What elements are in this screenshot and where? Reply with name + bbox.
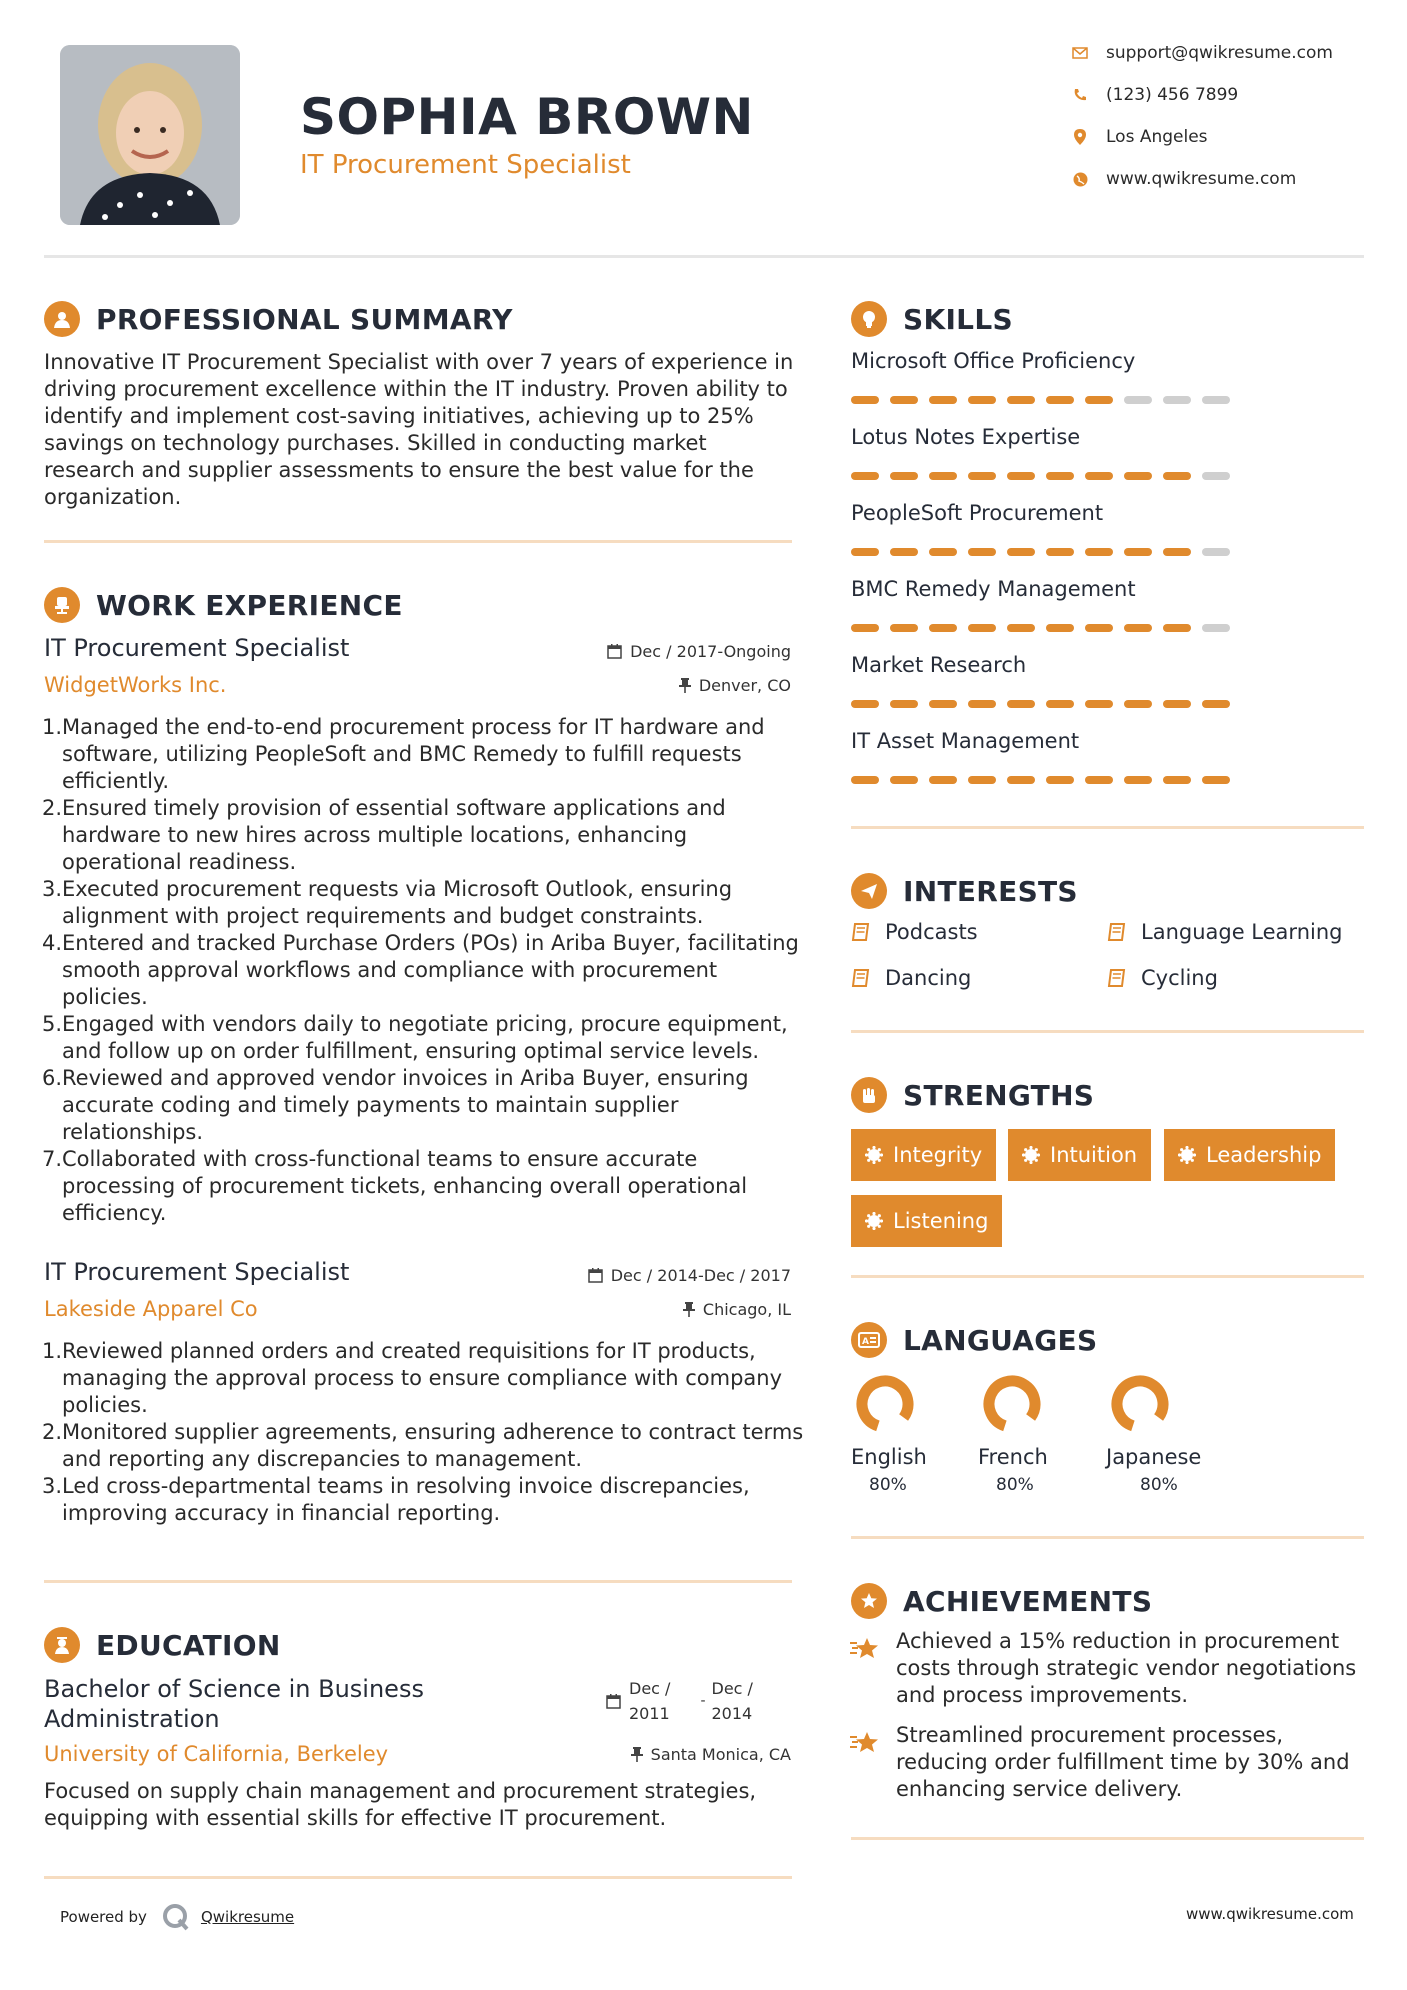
skill-level-segment [1202, 472, 1230, 480]
skill-level-segment [1007, 548, 1035, 556]
skill-name: Microsoft Office Proficiency [851, 349, 1136, 373]
section-divider [851, 1536, 1364, 1539]
education-location: Santa Monica, CA [631, 1745, 791, 1764]
badge-star-icon [1022, 1146, 1040, 1164]
trophy-star-icon [849, 1730, 881, 1760]
interest-item: Cycling [1107, 966, 1218, 990]
phone-icon [1070, 85, 1090, 105]
contact-phone[interactable]: (123) 456 7899 [1070, 85, 1238, 105]
skill-level-segment [968, 396, 996, 404]
skill-level-segment [929, 776, 957, 784]
location-pin-icon [1070, 127, 1090, 147]
skill-level-segment [1007, 396, 1035, 404]
book-icon [851, 922, 871, 942]
list-item: 2. Monitored supplier agreements, ensuring adherence to contract terms and reporting any discrepancies to management. [42, 1420, 804, 1471]
skill-level-segment [1007, 776, 1035, 784]
list-item: 1. Reviewed planned orders and created requisitions for IT products, managing the approval process to ensure compliance with company policies. [42, 1339, 783, 1417]
candidate-name: SOPHIA BROWN [300, 88, 754, 146]
skill-level-segment [1085, 776, 1113, 784]
skill-level-segment [1046, 396, 1074, 404]
list-item: 1. Managed the end-to-end procurement process for IT hardware and software, utilizing PeopleSoft and BMC Remedy to fulfill requests efficiently. [42, 715, 765, 793]
skill-level-segment [968, 700, 996, 708]
skill-level-segment [1202, 624, 1230, 632]
job-company: Lakeside Apparel Co [44, 1297, 258, 1321]
header-divider [44, 255, 1364, 258]
language-name: English [851, 1445, 927, 1469]
skill-level-segment [1046, 700, 1074, 708]
summary-text: Innovative IT Procurement Specialist with over 7 years of experience in driving procurement excellence within the IT industry. Proven ability to identify and implement cost-saving initiatives, achieving up to 25% savings on technology purchases. Skilled in conducting market research and supplier assessments to ensure the best value for the organization. [44, 350, 794, 509]
skill-level-segment [1163, 776, 1191, 784]
skill-level-segment [890, 624, 918, 632]
skill-level-segment [1046, 624, 1074, 632]
section-divider [851, 1837, 1364, 1840]
interest-item: Language Learning [1107, 920, 1342, 944]
list-item: 3. Executed procurement requests via Microsoft Outlook, ensuring alignment with project requirements and budget constraints. [42, 877, 733, 928]
language-percent: 80% [1140, 1475, 1178, 1495]
skill-level-segment [851, 624, 879, 632]
language-gauge [855, 1374, 915, 1434]
skill-level-segment [890, 776, 918, 784]
interests-heading: INTERESTS [851, 873, 1078, 909]
skill-level-bar [851, 700, 1230, 708]
footer-brand-link[interactable]: Qwikresume [200, 1908, 295, 1926]
strength-badge: Leadership [1164, 1129, 1335, 1181]
achievements-heading: ACHIEVEMENTS [851, 1583, 1152, 1619]
skill-level-bar [851, 548, 1230, 556]
skill-level-segment [1007, 624, 1035, 632]
skill-level-segment [929, 624, 957, 632]
section-divider [44, 540, 792, 543]
office-chair-icon [44, 587, 80, 623]
fist-icon [851, 1077, 887, 1113]
skill-level-segment [1202, 776, 1230, 784]
skill-level-segment [1085, 548, 1113, 556]
book-icon [1107, 968, 1127, 988]
list-item: 6. Reviewed and approved vendor invoices in Ariba Buyer, ensuring accurate coding and timely payments to maintain supplier relationships. [42, 1066, 749, 1144]
job-location: Chicago, IL [683, 1300, 791, 1319]
job-title: IT Procurement Specialist [44, 1258, 350, 1286]
badge-star-icon [1178, 1146, 1196, 1164]
skill-level-segment [851, 548, 879, 556]
skill-level-segment [851, 776, 879, 784]
person-icon [44, 301, 80, 337]
skill-level-segment [1202, 396, 1230, 404]
strength-badge: Intuition [1008, 1129, 1151, 1181]
list-item: 5. Engaged with vendors daily to negotiate pricing, procure equipment, and follow up on order fulfillment, ensuring optimal service levels. [42, 1012, 788, 1063]
pushpin-icon [631, 1747, 643, 1762]
award-star-icon [851, 1583, 887, 1619]
skill-level-segment [1085, 396, 1113, 404]
skill-level-segment [1046, 548, 1074, 556]
job-location: Denver, CO [679, 676, 791, 695]
contact-email[interactable]: support@qwikresume.com [1070, 43, 1333, 63]
calendar-icon [588, 1268, 603, 1283]
skill-name: Market Research [851, 653, 1027, 677]
skill-level-segment [1163, 624, 1191, 632]
skill-level-segment [1046, 472, 1074, 480]
pushpin-icon [679, 678, 691, 693]
job-company: WidgetWorks Inc. [44, 673, 227, 697]
language-gauge-arc [989, 1381, 1035, 1426]
calendar-icon [606, 1694, 621, 1709]
language-card-icon [851, 1322, 887, 1358]
skill-name: PeopleSoft Procurement [851, 501, 1104, 525]
lightbulb-icon [851, 301, 887, 337]
language-percent: 80% [996, 1475, 1034, 1495]
summary-heading: PROFESSIONAL SUMMARY [44, 301, 513, 337]
skill-level-segment [1202, 700, 1230, 708]
job-duties-list [44, 714, 804, 1227]
svg-text:A: A [862, 1337, 869, 1347]
section-divider [851, 826, 1364, 829]
skill-level-segment [1085, 700, 1113, 708]
skill-level-segment [851, 472, 879, 480]
job-duties-list [44, 1338, 804, 1527]
skill-level-segment [1163, 548, 1191, 556]
skill-level-segment [1124, 624, 1152, 632]
list-item: 4. Entered and tracked Purchase Orders (POs) in Ariba Buyer, facilitating smooth approval workflows and compliance with procurement policies. [42, 931, 799, 1009]
skill-level-segment [1085, 624, 1113, 632]
skill-level-segment [968, 548, 996, 556]
interest-item: Podcasts [851, 920, 978, 944]
skill-level-segment [968, 776, 996, 784]
trophy-star-icon [849, 1636, 881, 1666]
language-name: Japanese [1106, 1445, 1202, 1469]
skill-level-segment [1007, 700, 1035, 708]
profile-photo [60, 45, 240, 225]
badge-star-icon [865, 1146, 883, 1164]
skill-level-bar [851, 776, 1230, 784]
school-name: University of California, Berkeley [44, 1742, 389, 1766]
badge-star-icon [865, 1212, 883, 1230]
skill-level-segment [1124, 776, 1152, 784]
skill-level-segment [1046, 776, 1074, 784]
skill-level-segment [1124, 700, 1152, 708]
skill-level-segment [890, 472, 918, 480]
skill-level-segment [968, 624, 996, 632]
job-dates: Dec / 2017-Ongoing [607, 642, 791, 661]
achievement-item: Streamlined procurement processes, reducing order fulfillment time by 30% and enhancing service delivery. [896, 1723, 1350, 1801]
skills-heading: SKILLS [851, 301, 1013, 337]
skill-level-segment [1124, 548, 1152, 556]
skill-level-segment [890, 396, 918, 404]
book-icon [1107, 922, 1127, 942]
section-divider [851, 1275, 1364, 1278]
language-gauge [1110, 1374, 1170, 1434]
job-dates: Dec / 2014-Dec / 2017 [588, 1266, 791, 1285]
skill-level-segment [968, 472, 996, 480]
skill-level-segment [851, 700, 879, 708]
footer-website[interactable]: www.qwikresume.com [1186, 1905, 1354, 1923]
job-title: IT Procurement Specialist [44, 634, 350, 662]
language-gauge-arc [1117, 1381, 1163, 1426]
section-divider [851, 1030, 1364, 1033]
strength-badge: Integrity [851, 1129, 996, 1181]
skill-level-bar [851, 396, 1230, 404]
skill-level-segment [929, 472, 957, 480]
achievement-item: Achieved a 15% reduction in procurement costs through strategic vendor negotiations and process improvements. [896, 1629, 1357, 1707]
experience-heading: WORK EXPERIENCE [44, 587, 403, 623]
pushpin-icon [683, 1302, 695, 1317]
skill-level-segment [1007, 472, 1035, 480]
calendar-icon [607, 644, 622, 659]
skill-level-segment [851, 396, 879, 404]
language-gauge-arc [862, 1381, 908, 1426]
list-item: 7. Collaborated with cross-functional teams to ensure accurate processing of procurement tickets, enhancing overall operational efficiency. [42, 1147, 748, 1225]
language-name: French [978, 1445, 1048, 1469]
skill-name: IT Asset Management [851, 729, 1080, 753]
book-icon [851, 968, 871, 988]
languages-heading: A LANGUAGES [851, 1322, 1097, 1358]
graduate-icon [44, 1627, 80, 1663]
education-dates: Dec / 2011 - Dec / 2014 [606, 1676, 753, 1726]
qwikresume-logo-icon [161, 1902, 191, 1932]
skill-level-segment [890, 700, 918, 708]
section-divider [44, 1580, 792, 1583]
skill-level-segment [1085, 472, 1113, 480]
skill-level-segment [1202, 548, 1230, 556]
globe-icon [1070, 169, 1090, 189]
skill-name: Lotus Notes Expertise [851, 425, 1081, 449]
interest-item: Dancing [851, 966, 971, 990]
skill-level-segment [1163, 700, 1191, 708]
candidate-title: IT Procurement Specialist [300, 150, 631, 180]
education-heading: EDUCATION [44, 1627, 281, 1663]
skill-level-segment [890, 548, 918, 556]
contact-location: Los Angeles [1070, 127, 1208, 147]
degree-title: Bachelor of Science in Business Administration [44, 1675, 424, 1733]
skill-level-segment [929, 548, 957, 556]
skill-level-bar [851, 472, 1230, 480]
skill-level-segment [929, 700, 957, 708]
skill-level-segment [1124, 472, 1152, 480]
skill-level-segment [929, 396, 957, 404]
footer-powered-by: Powered by Qwikresume [60, 1902, 294, 1932]
strength-badge: Listening [851, 1195, 1002, 1247]
skill-level-bar [851, 624, 1230, 632]
skill-level-segment [1163, 472, 1191, 480]
language-gauge [982, 1374, 1042, 1434]
skill-level-segment [1124, 396, 1152, 404]
skill-name: BMC Remedy Management [851, 577, 1136, 601]
education-text: Focused on supply chain management and procurement strategies, equipping with essential skills for effective IT procurement. [44, 1779, 757, 1830]
section-divider [44, 1876, 792, 1879]
contact-website[interactable]: www.qwikresume.com [1070, 169, 1296, 189]
list-item: 2. Ensured timely provision of essential software applications and hardware to new hires across multiple locations, enhancing operational readiness. [42, 796, 726, 874]
paper-plane-icon [851, 873, 887, 909]
language-percent: 80% [869, 1475, 907, 1495]
list-item: 3. Led cross-departmental teams in resolving invoice discrepancies, improving accuracy in financial reporting. [42, 1474, 750, 1525]
envelope-icon [1070, 43, 1090, 63]
skill-level-segment [1163, 396, 1191, 404]
strengths-heading: STRENGTHS [851, 1077, 1094, 1113]
